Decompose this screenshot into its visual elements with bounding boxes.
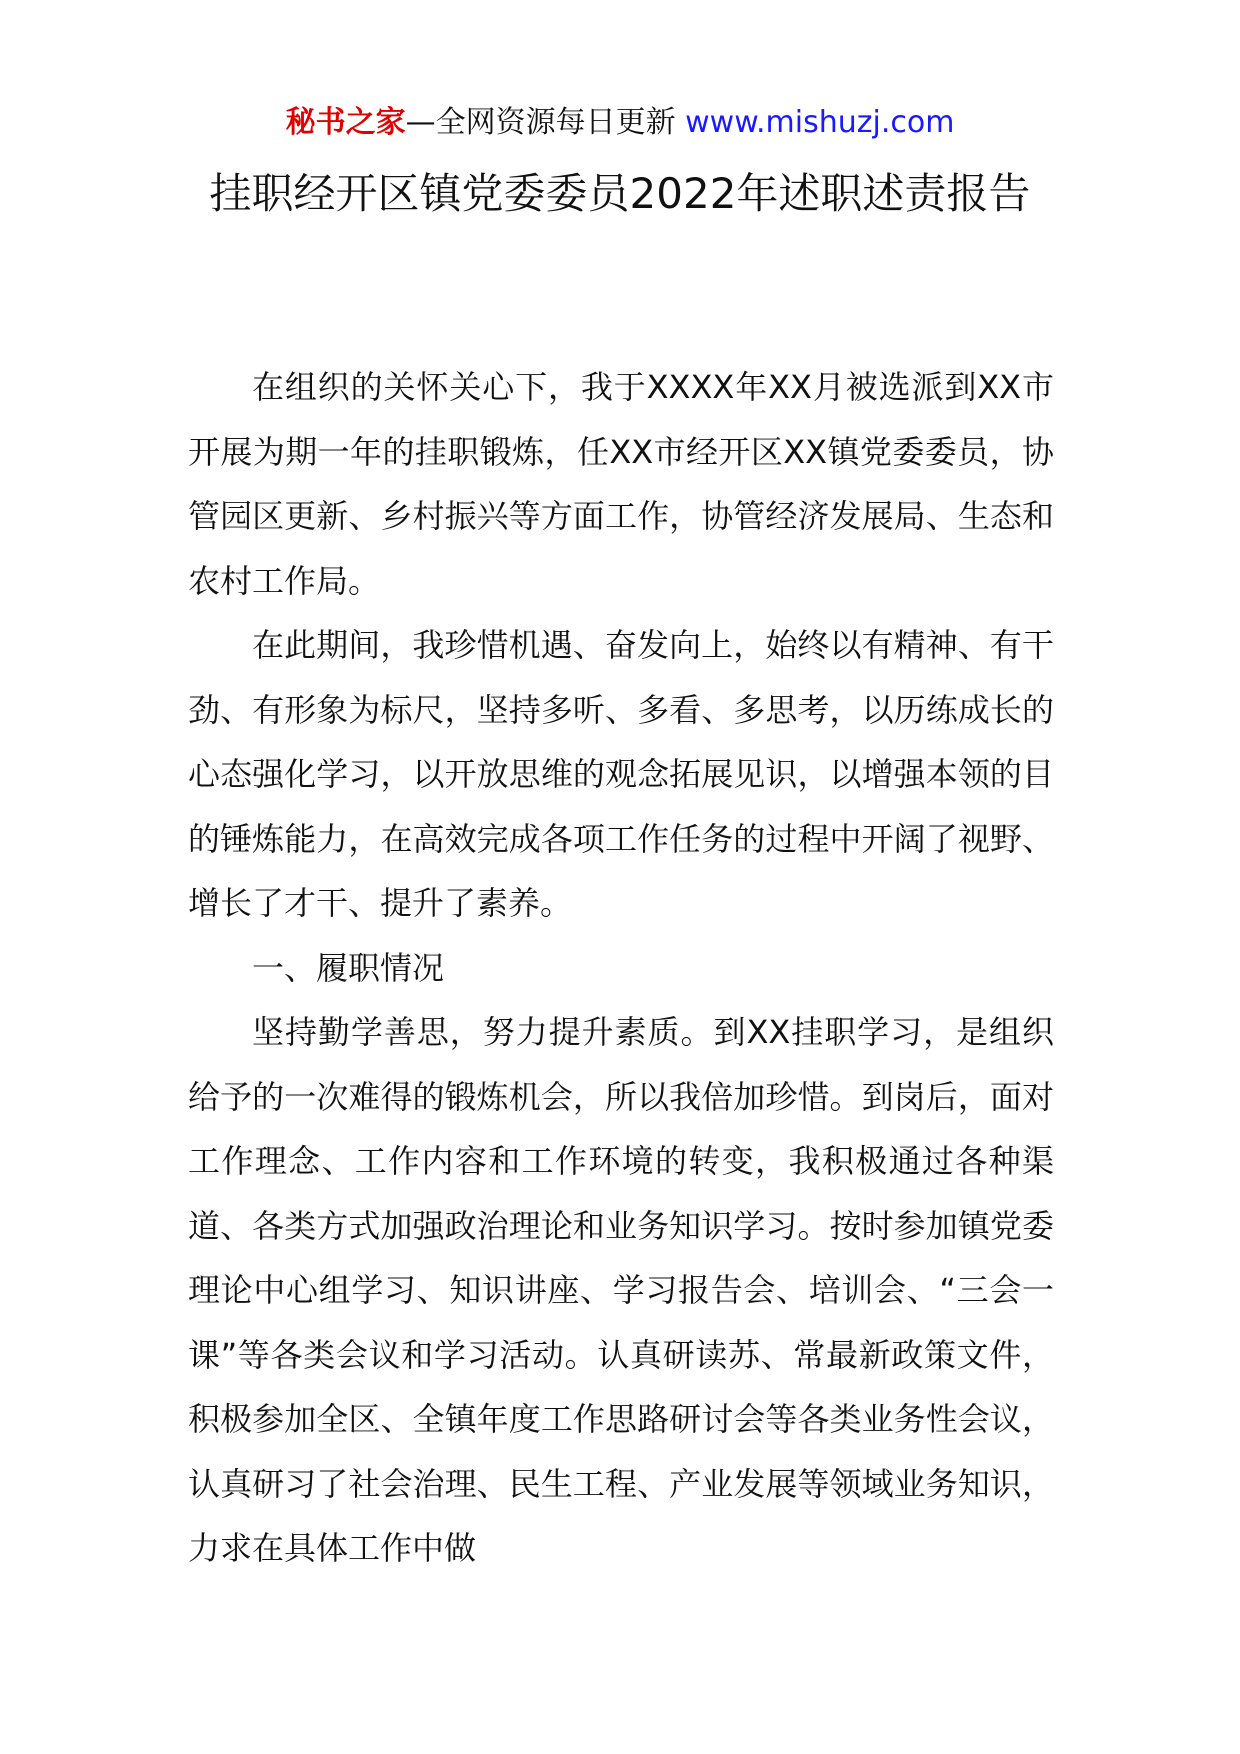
paragraph-intro: 在组织的关怀关心下，我于XXXX年XX月被选派到XX市开展为期一年的挂职锻炼，任XX市经开区XX镇党委委员，协管园区更新、乡村振兴等方面工作，协管经济发展局、生态和农村工作局。 — [188, 368, 1054, 600]
document-title: 挂职经开区镇党委委员2022年述职述责报告 — [209, 169, 1031, 218]
section-heading-duties: 一、履职情况 — [252, 948, 445, 987]
site-header — [0, 100, 1240, 146]
site-url-link[interactable]: www.mishuzj.com — [685, 105, 955, 140]
paragraph-period: 在此期间，我珍惜机遇、奋发向上，始终以有精神、有干劲、有形象为标尺，坚持多听、多看、多思考，以历练成长的心态强化学习，以开放思维的观念拓展见识，以增强本领的目的锤炼能力，在高效完成各项工作任务的过程中开阔了视野、增长了才干、提升了素养。 — [188, 626, 1054, 922]
brand-name: 秘书之家 — [285, 105, 406, 140]
paragraph-study: 坚持勤学善思，努力提升素质。到XX挂职学习，是组织给予的一次难得的锻炼机会，所以我倍加珍惜。到岗后，面对工作理念、工作内容和工作环境的转变，我积极通过各种渠道、各类方式加强政治理论和业务知识学习。按时参加镇党委理论中心组学习、知识讲座、学习报告会、培训会、“三会一课”等各类会议和学习活动。认真研读苏、常最新政策文件，积极参加全区、全镇年度工作思路研讨会等各类业务性会议，认真研习了社会治理、民生工程、产业发展等领域业务知识，力求在具体工作中做 — [188, 1013, 1054, 1567]
document-body — [188, 355, 1054, 1581]
header-tagline: —全网资源每日更新 — [405, 105, 676, 140]
